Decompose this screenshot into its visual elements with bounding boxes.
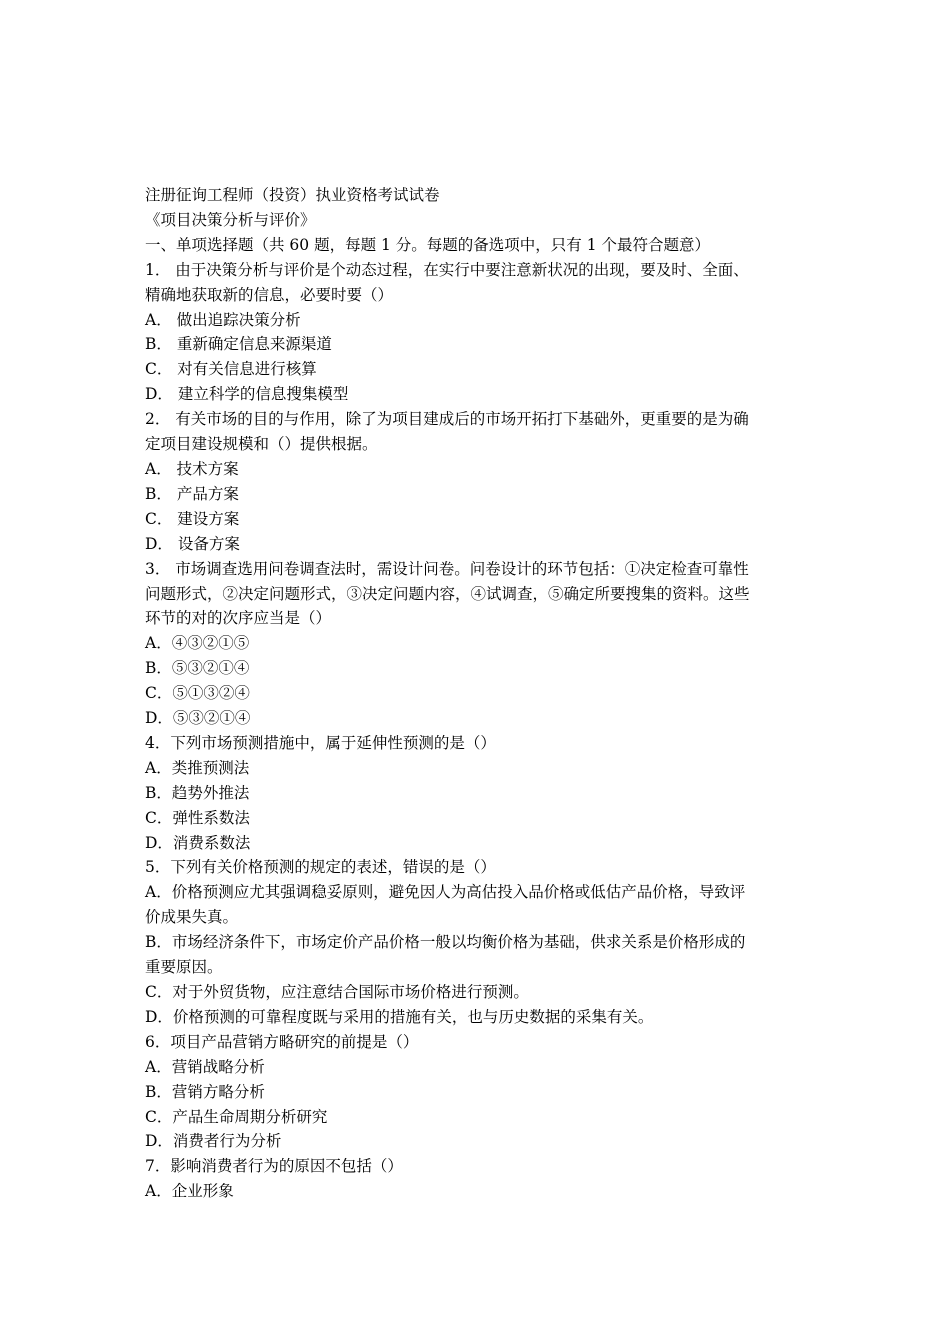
document-page — [145, 183, 810, 1204]
text-line: A．营销战略分析 — [145, 1057, 265, 1076]
text-line: C．弹性系数法 — [145, 808, 250, 827]
text-line: 定项目建设规模和（）提供根据。 — [145, 435, 378, 454]
text-line: 7．影响消费者行为的原因不包括（） — [145, 1157, 403, 1176]
document-title: 注册征询工程师（投资）执业资格考试试卷 — [145, 186, 440, 204]
text-line: 精确地获取新的信息，必要时要（） — [145, 285, 394, 304]
text-line: B． 产品方案 — [145, 484, 239, 503]
text-line: A．④③②①⑤ — [145, 634, 250, 653]
text-line: 6．项目产品营销方略研究的前提是（） — [145, 1032, 419, 1051]
text-line: 价成果失真。 — [145, 908, 239, 927]
text-line: 3． 市场调查选用问卷调查法时，需设计问卷。问卷设计的环节包括：①决定检查可靠性 — [145, 559, 749, 578]
text-line: D． 设备方案 — [145, 534, 240, 553]
text-line: B．⑤③②①④ — [145, 659, 250, 678]
text-line: 4．下列市场预测措施中，属于延伸性预测的是（） — [145, 733, 496, 752]
text-line: 5．下列有关价格预测的规定的表述，错误的是（） — [145, 858, 496, 877]
text-line: A．类推预测法 — [145, 758, 250, 777]
text-line: C．产品生命周期分析研究 — [145, 1107, 328, 1126]
text-line: A．价格预测应尤其强调稳妥原则，避免因人为高估投入品价格或低估产品价格，导致评 — [145, 883, 746, 902]
document-subtitle: 《项目决策分析与评价》 — [145, 210, 316, 229]
text-line: A． 做出追踪决策分析 — [145, 310, 301, 329]
section-heading: 一、单项选择题（共 60 题，每题 1 分。每题的备选项中，只有 1 个最符合题意） — [145, 235, 711, 254]
text-line: B．营销方略分析 — [145, 1082, 265, 1101]
text-line: B．市场经济条件下，市场定价产品价格一般以均衡价格为基础，供求关系是价格形成的 — [145, 933, 746, 952]
text-line: 重要原因。 — [145, 958, 223, 977]
text-line: D．消费者行为分析 — [145, 1132, 282, 1151]
text-line: B． 重新确定信息来源渠道 — [145, 335, 332, 354]
text-line: 2． 有关市场的目的与作用，除了为项目建成后的市场开拓打下基础外，更重要的是为确 — [145, 410, 749, 429]
text-line: A． 技术方案 — [145, 459, 239, 478]
text-line: D．⑤③②①④ — [145, 709, 251, 728]
text-line: D．消费系数法 — [145, 833, 251, 852]
text-line: C．⑤①③②④ — [145, 684, 250, 703]
text-line: C．对于外贸货物，应注意结合国际市场价格进行预测。 — [145, 983, 529, 1001]
text-line: C． 对有关信息进行核算 — [145, 360, 317, 379]
text-line: A．企业形象 — [145, 1182, 234, 1201]
question-list — [145, 258, 810, 1204]
text-line: 环节的对的次序应当是（） — [145, 609, 332, 628]
text-line: 问题形式，②决定问题形式，③决定问题内容，④试调查，⑤确定所要搜集的资料。这些 — [145, 584, 750, 603]
text-line: D．价格预测的可靠程度既与采用的措施有关，也与历史数据的采集有关。 — [145, 1007, 654, 1026]
text-line: B．趋势外推法 — [145, 783, 250, 802]
text-line: C． 建设方案 — [145, 509, 240, 528]
text-line: D． 建立科学的信息搜集模型 — [145, 385, 349, 404]
text-line: 1． 由于决策分析与评价是个动态过程，在实行中要注意新状况的出现，要及时、全面、 — [145, 260, 749, 279]
